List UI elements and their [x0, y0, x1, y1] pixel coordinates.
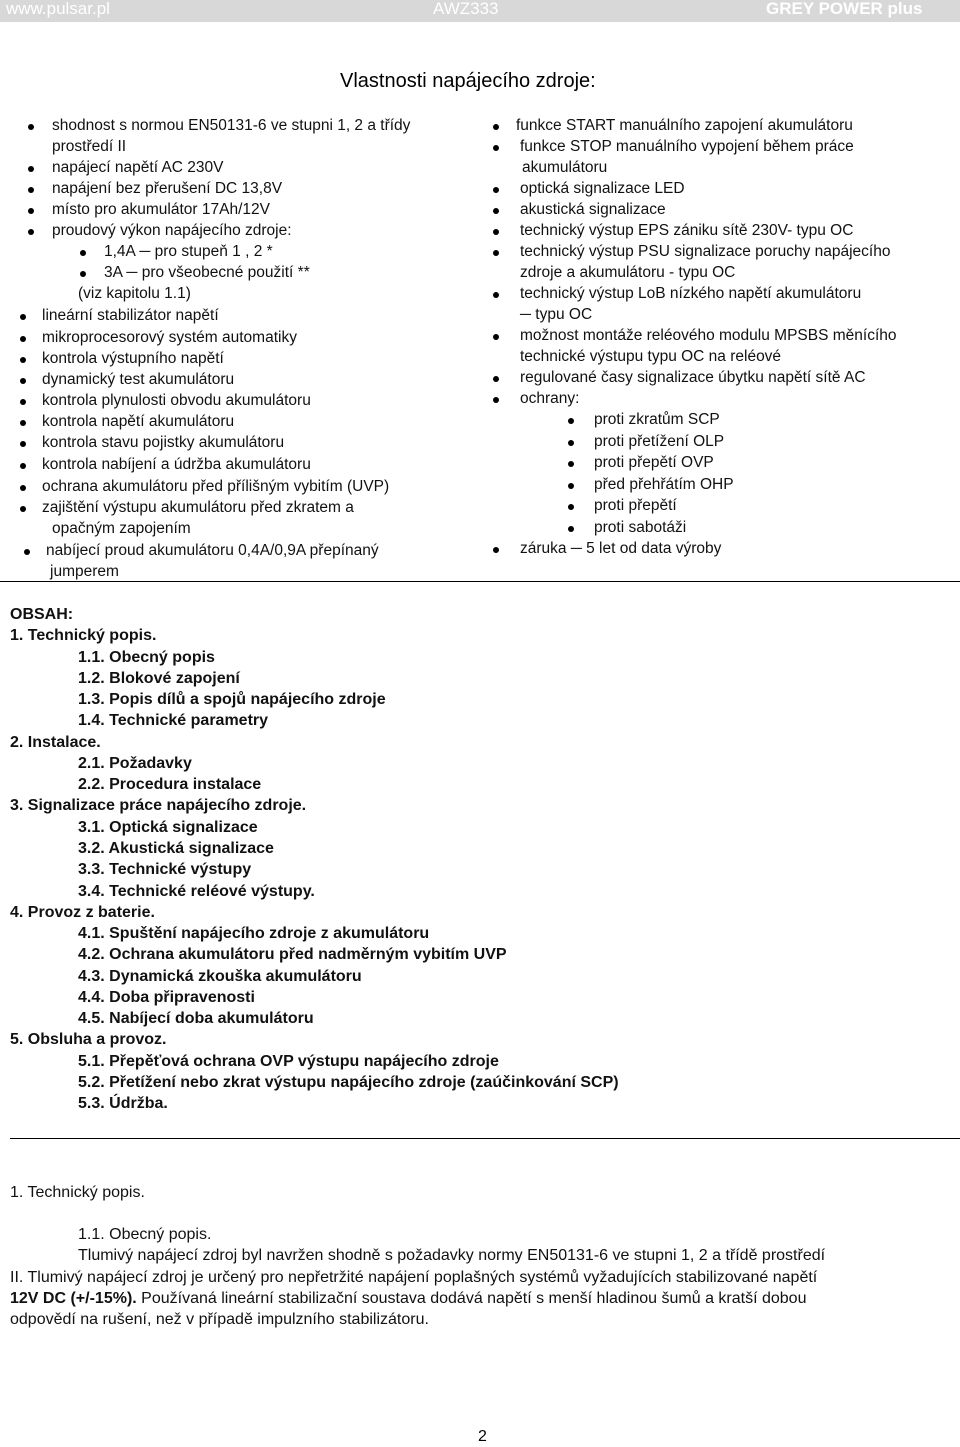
bullet	[20, 378, 26, 384]
header-site: www.pulsar.pl	[6, 0, 110, 18]
feature-item: zajištění výstupu akumulátoru před zkratem a	[42, 499, 354, 516]
feature-item: před přehřátím OHP	[594, 476, 734, 493]
feature-item: prostředí II	[52, 138, 127, 155]
bullet	[28, 187, 34, 193]
feature-item: akumulátoru	[522, 159, 608, 176]
toc-entry: 4.1. Spuštění napájecího zdroje z akumulátoru	[78, 925, 430, 942]
toc-entry: 1.2. Blokové zapojení	[78, 670, 240, 687]
toc-entry: 1.4. Technické parametry	[78, 712, 269, 729]
feature-item: funkce START manuálního zapojení akumulátoru	[516, 117, 853, 134]
bullet	[493, 292, 499, 298]
bullet	[28, 208, 34, 214]
toc-entry: 1.3. Popis dílů a spojů napájecího zdroje	[78, 691, 386, 708]
toc-entry: 2. Instalace.	[10, 734, 101, 751]
feature-item: možnost montáže reléového modulu MPSBS měnícího	[520, 327, 897, 344]
bullet	[493, 187, 499, 193]
feature-item: lineární stabilizátor napětí	[42, 307, 219, 324]
bullet	[568, 440, 574, 446]
bullet	[20, 314, 26, 320]
bullet	[493, 397, 499, 403]
feature-item: kontrola výstupního napětí	[42, 350, 224, 367]
bullet	[28, 166, 34, 172]
feature-item: kontrola napětí akumulátoru	[42, 413, 235, 430]
divider	[10, 1138, 960, 1139]
feature-item: proti zkratům SCP	[594, 411, 720, 428]
feature-item: akustická signalizace	[520, 201, 666, 218]
bullet	[20, 357, 26, 363]
toc-entry: 4.2. Ochrana akumulátoru před nadměrným vybitím UVP	[78, 946, 507, 963]
toc-entry: 2.1. Požadavky	[78, 755, 192, 772]
feature-item: proti sabotáži	[594, 519, 687, 536]
bullet	[493, 376, 499, 382]
header-product: GREY POWER plus	[766, 0, 923, 18]
bullet	[493, 547, 499, 553]
bullet	[20, 420, 26, 426]
feature-item: mikroprocesorový systém automatiky	[42, 329, 297, 346]
bullet	[20, 336, 26, 342]
bullet	[80, 271, 86, 277]
bullet	[20, 463, 26, 469]
bullet	[20, 399, 26, 405]
bullet	[28, 229, 34, 235]
feature-item: jumperem	[50, 563, 119, 580]
feature-item: technické výstupu typu OC na reléové	[520, 348, 782, 365]
voltage-spec: 12V DC (+/-15%).	[10, 1290, 137, 1307]
feature-item: proti přepětí	[594, 497, 677, 514]
toc-entry: 3. Signalizace práce napájecího zdroje.	[10, 797, 307, 814]
feature-item: technický výstup LoB nízkého napětí akumulátoru	[520, 285, 862, 302]
toc-entry: 4.5. Nabíjecí doba akumulátoru	[78, 1010, 314, 1027]
feature-item: funkce STOP manuálního vypojení během práce	[520, 138, 854, 155]
toc-entry: 1. Technický popis.	[10, 627, 157, 644]
page-number: 2	[478, 1428, 487, 1445]
toc-entry: 5. Obsluha a provoz.	[10, 1031, 167, 1048]
feature-item: technický výstup EPS zániku sítě 230V- typu OC	[520, 222, 854, 239]
toc-entry: 4.3. Dynamická zkouška akumulátoru	[78, 968, 362, 985]
toc-entry: 5.2. Přetížení nebo zkrat výstupu napájecího zdroje (zaúčinkování SCP)	[78, 1074, 619, 1091]
toc-entry: 3.3. Technické výstupy	[78, 861, 252, 878]
toc-entry: 5.3. Údržba.	[78, 1095, 168, 1112]
bullet	[20, 485, 26, 491]
feature-item: napájení bez přerušení DC 13,8V	[52, 180, 283, 197]
bullet	[20, 506, 26, 512]
feature-item: ochrany:	[520, 390, 580, 407]
bullet	[568, 526, 574, 532]
bullet	[20, 441, 26, 447]
toc-entry: 5.1. Přepěťová ochrana OVP výstupu napájecího zdroje	[78, 1053, 499, 1070]
feature-item: proudový výkon napájecího zdroje:	[52, 222, 292, 239]
feature-item: opačným zapojením	[52, 520, 191, 537]
bullet	[568, 483, 574, 489]
feature-item: záruka ─ 5 let od data výroby	[520, 540, 722, 557]
header-code: AWZ333	[433, 0, 499, 18]
bullet	[493, 124, 499, 130]
features-title: Vlastnosti napájecího zdroje:	[340, 70, 596, 92]
bullet	[568, 504, 574, 510]
feature-item: kontrola plynulosti obvodu akumulátoru	[42, 392, 311, 409]
feature-item: kontrola stavu pojistky akumulátoru	[42, 434, 285, 451]
paragraph-line	[10, 1290, 806, 1308]
feature-item: ochrana akumulátoru před přílišným vybitím (UVP)	[42, 478, 390, 495]
bullet	[80, 250, 86, 256]
page-header	[0, 0, 960, 22]
toc-entry: 3.2. Akustická signalizace	[78, 840, 274, 857]
bullet	[493, 145, 499, 151]
feature-item: ─ typu OC	[520, 306, 593, 323]
toc-entry: 3.1. Optická signalizace	[78, 819, 258, 836]
feature-item: shodnost s normou EN50131-6 ve stupni 1, 2 a třídy	[52, 117, 411, 134]
feature-item: proti přetížení OLP	[594, 433, 725, 450]
bullet	[24, 549, 30, 555]
feature-item: optická signalizace LED	[520, 180, 685, 197]
toc-entry: 2.2. Procedura instalace	[78, 776, 262, 793]
feature-item: zdroje a akumulátoru - typu OC	[520, 264, 736, 281]
bullet	[493, 229, 499, 235]
bullet	[568, 461, 574, 467]
feature-item: (viz kapitolu 1.1)	[78, 285, 191, 302]
toc-entry: 1.1. Obecný popis	[78, 649, 215, 666]
bullet	[28, 124, 34, 130]
feature-item: kontrola nabíjení a údržba akumulátoru	[42, 456, 311, 473]
feature-item: 1,4A ─ pro stupeň 1 , 2 *	[104, 243, 273, 260]
bullet	[493, 250, 499, 256]
feature-item: technický výstup PSU signalizace poruchy napájecího	[520, 243, 891, 260]
feature-item: napájecí napětí AC 230V	[52, 159, 224, 176]
feature-item: regulované časy signalizace úbytku napětí sítě AC	[520, 369, 866, 386]
toc-entry: 4. Provoz z baterie.	[10, 904, 155, 921]
section-subheading: 1.1. Obecný popis.	[78, 1226, 212, 1243]
feature-item: místo pro akumulátor 17Ah/12V	[52, 201, 270, 218]
paragraph-line: odpovědí na rušení, než v případě impulzního stabilizátoru.	[10, 1311, 429, 1328]
toc-heading: OBSAH:	[10, 606, 74, 623]
feature-item: nabíjecí proud akumulátoru 0,4A/0,9A přepínaný	[46, 542, 379, 559]
paragraph-line: II. Tlumivý napájecí zdroj je určený pro nepřetržité napájení poplašných systémů vyžadujících stabilizované napětí	[10, 1269, 818, 1286]
paragraph-line: Tlumivý napájecí zdroj byl navržen shodně s požadavky normy EN50131-6 ve stupni 1, 2 a třídě prostředí	[78, 1247, 826, 1264]
bullet	[493, 208, 499, 214]
bullet	[493, 334, 499, 340]
feature-item: 3A ─ pro všeobecné použití **	[104, 264, 310, 281]
paragraph-text: Používaná lineární stabilizační soustava dodává napětí s menší hladinou šumů a kratší dobou	[136, 1290, 807, 1307]
toc-entry: 3.4. Technické reléové výstupy.	[78, 883, 315, 900]
toc-entry: 4.4. Doba připravenosti	[78, 989, 255, 1006]
divider	[0, 581, 960, 582]
bullet	[568, 418, 574, 424]
feature-item: proti přepětí OVP	[594, 454, 714, 471]
feature-item: dynamický test akumulátoru	[42, 371, 235, 388]
section-heading: 1. Technický popis.	[10, 1184, 145, 1201]
